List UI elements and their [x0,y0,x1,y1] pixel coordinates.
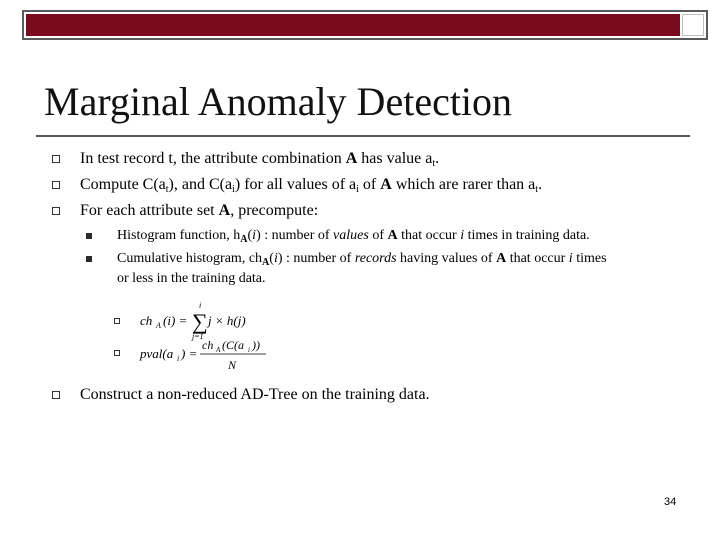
pvalue-formula [140,336,280,376]
text-run: ) : number of [256,228,334,243]
text-run: For each attribute set [80,202,219,219]
text-run: records [354,251,397,266]
top-bar [26,14,680,36]
text-run: ), and C(a [168,176,233,193]
text-run: that occur [397,228,461,243]
text-run: t [535,184,539,195]
text-run: A [345,150,358,167]
text-run: Histogram function, h [117,228,241,243]
formula1-lhs: ch [140,313,153,328]
text-run: A [380,176,392,193]
bullet-box-icon [52,181,60,189]
formula1-sum: ∑ [192,309,208,334]
bullet-box-icon [52,155,60,163]
text-run: i [460,228,465,243]
text-run: i [232,184,235,195]
text-run: of [368,228,388,243]
text-run: of [358,176,381,193]
formula-bullet-box-icon [114,318,120,324]
text-run: values [333,228,369,243]
text-run: Compute C(a [80,176,166,193]
formula2-den: N [228,358,237,372]
formula1-lhs-arg: (i) = [163,313,188,328]
bullet-4: Construct a non-reduced AD-Tree on the training data. [80,386,430,403]
top-bar-square [682,14,704,36]
bullet-1 [80,149,439,169]
text-run: t [432,158,436,169]
bullet-2 [80,175,542,195]
text-run: i [273,251,278,266]
slide-title: Marginal Anomaly Detection [44,79,513,124]
text-run: that occur [506,251,569,266]
text-run: times [572,251,607,266]
text-run: has value a [357,150,433,167]
text-run: having values of [396,251,497,266]
formula2-num-arg: (C(a [222,338,244,352]
sub-bullet-2 [117,249,607,269]
text-run: which are rarer than a [391,176,536,193]
formula2-num: ch [202,338,214,352]
text-run: ( [269,251,274,266]
text-run: A [496,251,507,266]
formula2-num-close: )) [252,338,260,352]
formula1-body: j × h(j) [208,313,246,328]
text-run: t [165,184,169,195]
text-run: A [387,228,398,243]
bullet-box-icon [52,207,60,215]
sub-bullet-square-icon [86,256,92,262]
text-run: Cumulative histogram, ch [117,251,263,266]
page-number: 34 [664,496,677,508]
text-run: i [252,228,257,243]
text-run: i [356,184,359,195]
title-rule [36,135,690,137]
text-run: ) : number of [277,251,355,266]
sub-bullet-2-continuation: or less in the training data. [117,271,266,286]
sub-bullet-square-icon [86,233,92,239]
text-run: A [240,234,248,245]
formula1-lhs-sub: A [156,321,161,330]
formula2-lhs: pval(a [140,346,174,361]
bullet-box-icon [52,391,60,399]
formula2-lhs-sub: i [177,354,180,363]
text-run: , precompute: [230,202,319,219]
formula-bullet-box-icon [114,350,120,356]
text-run: times in training data. [464,228,590,243]
bullet-3 [80,201,318,221]
text-run: i [568,251,573,266]
text-run: . [435,150,440,167]
text-run: In test record t, the attribute combination [80,150,346,167]
formula2-num-sub: A [216,346,221,354]
text-run: A [218,202,231,219]
text-run: ) for all values of a [234,176,357,193]
text-run: ( [247,228,253,243]
text-run: . [538,176,543,193]
formula1-upper: i [199,301,202,310]
formula1-lower: j=1 [192,332,204,341]
formula2-lhs-close: ) = [181,346,198,361]
text-run: A [262,257,270,268]
sub-bullet-1 [117,226,590,246]
formula2-num-sub2: i [248,346,250,354]
